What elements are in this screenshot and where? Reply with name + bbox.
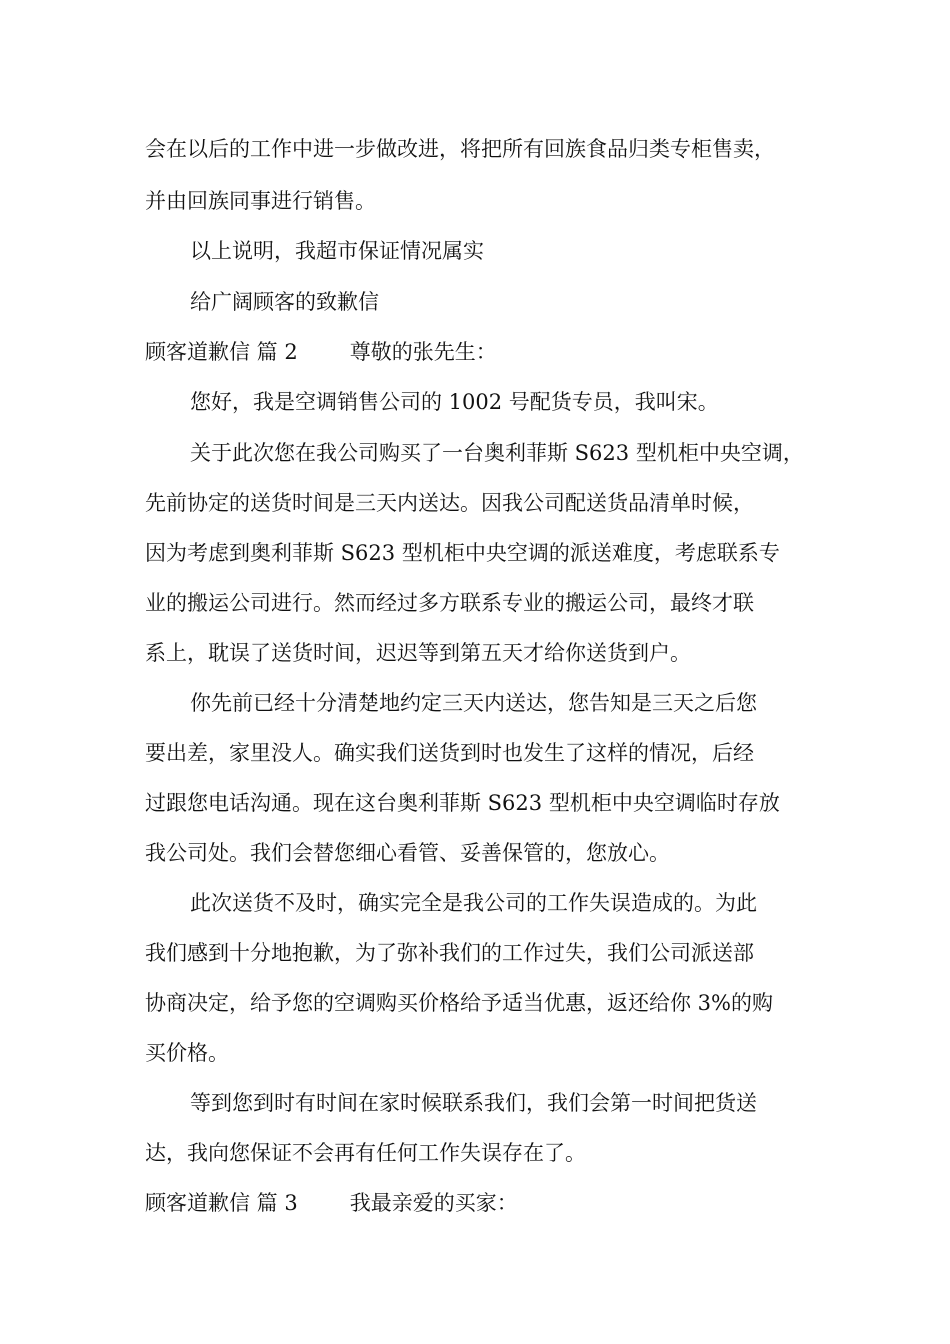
section-title: 顾客道歉信 篇 2	[145, 340, 298, 364]
paragraph-line: 协商决定，给予您的空调购买价格给予适当优惠，返还给你 3%的购	[145, 991, 773, 1015]
paragraph-line: 过跟您电话沟通。现在这台奥利菲斯 S623 型机柜中央空调临时存放	[145, 791, 780, 815]
paragraph-line: 系上，耽误了送货时间，迟迟等到第五天才给你送货到户。	[145, 641, 691, 665]
paragraph-line: 先前协定的送货时间是三天内送达。因我公司配送货品清单时候，	[145, 491, 754, 515]
section-title: 顾客道歉信 篇 3	[145, 1191, 298, 1215]
text-line: 并由回族同事进行销售。	[145, 189, 376, 213]
closing-line: 给广阔顾客的致歉信	[190, 290, 379, 314]
paragraph-line: 达，我向您保证不会再有任何工作失误存在了。	[145, 1141, 586, 1165]
paragraph-line: 要出差，家里没人。确实我们送货到时也发生了这样的情况，后经	[145, 741, 754, 765]
paragraph-line: 您好，我是空调销售公司的 1002 号配货专员，我叫宋。	[190, 390, 719, 414]
salutation: 尊敬的张先生：	[349, 340, 497, 364]
section-2-heading	[145, 337, 497, 367]
paragraph-line: 你先前已经十分清楚地约定三天内送达，您告知是三天之后您	[190, 691, 757, 715]
paragraph-line: 关于此次您在我公司购买了一台奥利菲斯 S623 型机柜中央空调，	[190, 441, 804, 465]
paragraph-line: 因为考虑到奥利菲斯 S623 型机柜中央空调的派送难度，考虑联系专	[145, 541, 780, 565]
paragraph-line: 买价格。	[145, 1041, 229, 1065]
paragraph-line: 此次送货不及时，确实完全是我公司的工作失误造成的。为此	[190, 891, 757, 915]
text-line: 会在以后的工作中进一步做改进，将把所有回族食品归类专柜售卖，	[145, 137, 775, 161]
statement-line: 以上说明，我超市保证情况属实	[190, 239, 484, 263]
paragraph-line: 我们感到十分地抱歉，为了弥补我们的工作过失，我们公司派送部	[145, 941, 754, 965]
paragraph-line: 我公司处。我们会替您细心看管、妥善保管的，您放心。	[145, 841, 670, 865]
section-3-heading	[145, 1188, 518, 1218]
paragraph-line: 业的搬运公司进行。然而经过多方联系专业的搬运公司，最终才联	[145, 591, 754, 615]
paragraph-line: 等到您到时有时间在家时候联系我们，我们会第一时间把货送	[190, 1091, 757, 1115]
salutation: 我最亲爱的买家：	[349, 1191, 518, 1215]
